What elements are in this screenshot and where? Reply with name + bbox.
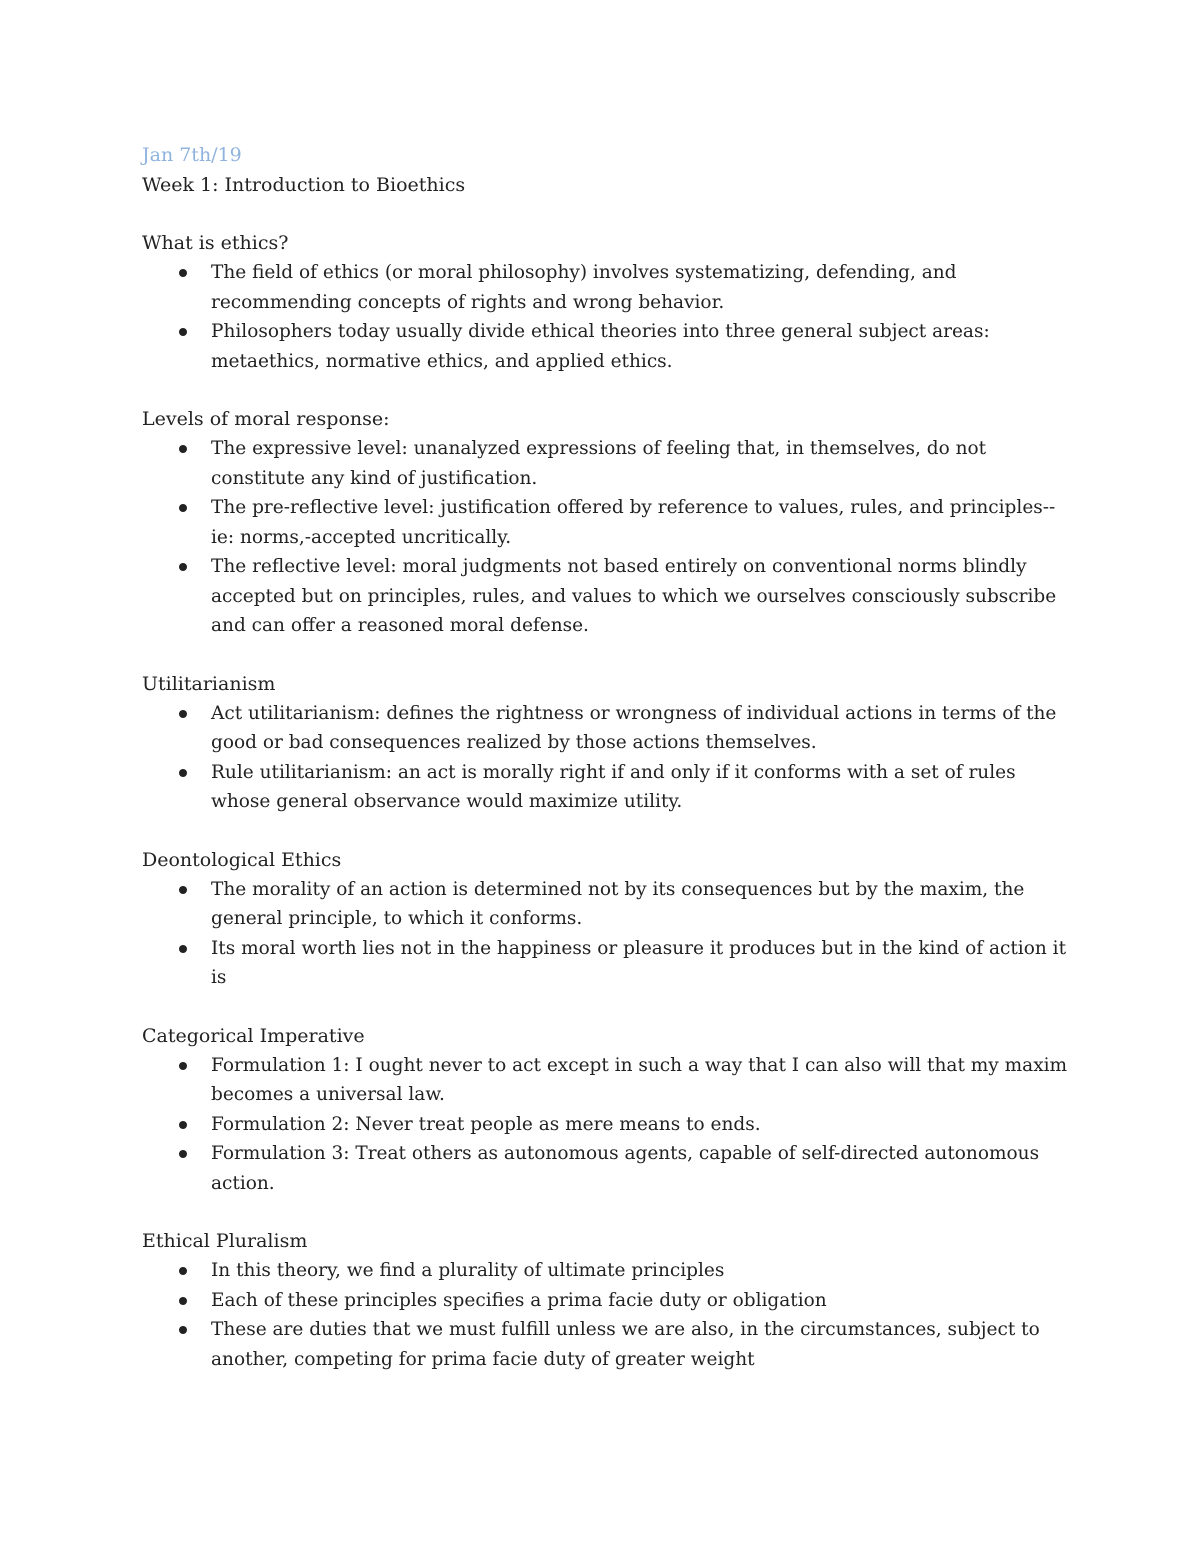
- list-item-text: The field of ethics (or moral philosophy) involves systematizing, defending, and recommending concepts of rights and wrong behavior.: [211, 262, 957, 313]
- list-item: [142, 552, 1072, 641]
- section-levels-of-moral-response: [142, 404, 1072, 641]
- section-heading: Utilitarianism: [142, 672, 276, 695]
- bullet-icon: [179, 1326, 187, 1334]
- list-item: [142, 1315, 1072, 1374]
- list-item-text: The morality of an action is determined not by its consequences but by the maxim, the general principle, to which it conforms.: [211, 878, 1025, 929]
- section-utilitarianism: [142, 669, 1072, 817]
- bullet-icon: [179, 1297, 187, 1305]
- bullet-icon: [179, 1062, 187, 1070]
- list-item-text: The reflective level: moral judgments not based entirely on conventional norms blindly accepted but on principles, rules, and values to which we ourselves consciously subscribe and can offer a reasoned moral defense.: [211, 556, 1057, 636]
- list-item-text: Formulation 1: I ought never to act except in such a way that I can also will that my maxim becomes a universal law.: [211, 1054, 1068, 1105]
- section-categorical-imperative: [142, 1021, 1072, 1199]
- bullet-icon: [179, 886, 187, 894]
- section-ethical-pluralism: [142, 1226, 1072, 1374]
- section-heading: What is ethics?: [142, 232, 289, 254]
- list-item: [142, 1051, 1072, 1110]
- bullet-list: [142, 1051, 1072, 1199]
- bullet-list: [142, 258, 1072, 376]
- list-item: [142, 434, 1072, 493]
- list-item-text: Formulation 3: Treat others as autonomous agents, capable of self-directed autonomous action.: [211, 1143, 1040, 1194]
- list-item: [142, 317, 1072, 376]
- list-item: [142, 934, 1072, 993]
- list-item-text: The pre-reflective level: justification offered by reference to values, rules, and principles--ie: norms,-accepted uncritically.: [211, 497, 1056, 548]
- list-item: [142, 493, 1072, 552]
- bullet-icon: [179, 504, 187, 512]
- section-what-is-ethics: [142, 228, 1072, 376]
- section-heading: Ethical Pluralism: [142, 1230, 308, 1252]
- bullet-list: [142, 875, 1072, 993]
- list-item: [142, 1286, 1072, 1316]
- bullet-icon: [179, 328, 187, 336]
- list-item: [142, 258, 1072, 317]
- document-page: [142, 140, 1072, 1374]
- section-heading: Categorical Imperative: [142, 1024, 365, 1047]
- bullet-icon: [179, 563, 187, 571]
- list-item-text: Formulation 2: Never treat people as mere means to ends.: [211, 1113, 761, 1135]
- section-deontological-ethics: [142, 845, 1072, 993]
- section-heading: Deontological Ethics: [142, 848, 342, 871]
- list-item-text: Each of these principles specifies a prima facie duty or obligation: [211, 1289, 827, 1311]
- bullet-icon: [179, 269, 187, 277]
- bullet-icon: [179, 710, 187, 718]
- list-item-text: The expressive level: unanalyzed expressions of feeling that, in themselves, do not constitute any kind of justification.: [211, 438, 987, 489]
- list-item: [142, 699, 1072, 758]
- bullet-list: [142, 1256, 1072, 1374]
- bullet-icon: [179, 945, 187, 953]
- bullet-icon: [179, 445, 187, 453]
- note-date: Jan 7th/19: [142, 144, 242, 166]
- list-item: [142, 875, 1072, 934]
- list-item-text: Its moral worth lies not in the happiness or pleasure it produces but in the kind of action it is: [211, 937, 1067, 988]
- list-item: [142, 1110, 1072, 1140]
- bullet-list: [142, 434, 1072, 641]
- bullet-icon: [179, 1121, 187, 1129]
- list-item-text: Rule utilitarianism: an act is morally right if and only if it conforms with a set of rules whose general observance would maximize utility.: [211, 761, 1016, 812]
- list-item-text: Philosophers today usually divide ethical theories into three general subject areas: metaethics, normative ethics, and applied ethics.: [211, 321, 990, 372]
- bullet-icon: [179, 1150, 187, 1158]
- list-item: [142, 1139, 1072, 1198]
- week-title: Week 1: Introduction to Bioethics: [142, 174, 466, 196]
- list-item: [142, 1256, 1072, 1286]
- list-item: [142, 758, 1072, 817]
- list-item-text: Act utilitarianism: defines the rightness or wrongness of individual actions in terms of the good or bad consequences realized by those actions themselves.: [211, 702, 1057, 753]
- list-item-text: In this theory, we find a plurality of ultimate principles: [211, 1260, 725, 1281]
- section-heading: Levels of moral response:: [142, 408, 390, 430]
- bullet-list: [142, 699, 1072, 817]
- list-item-text: These are duties that we must fulfill unless we are also, in the circumstances, subject to another, competing for prima facie duty of greater weight: [211, 1319, 1040, 1370]
- bullet-icon: [179, 1267, 187, 1275]
- bullet-icon: [179, 769, 187, 777]
